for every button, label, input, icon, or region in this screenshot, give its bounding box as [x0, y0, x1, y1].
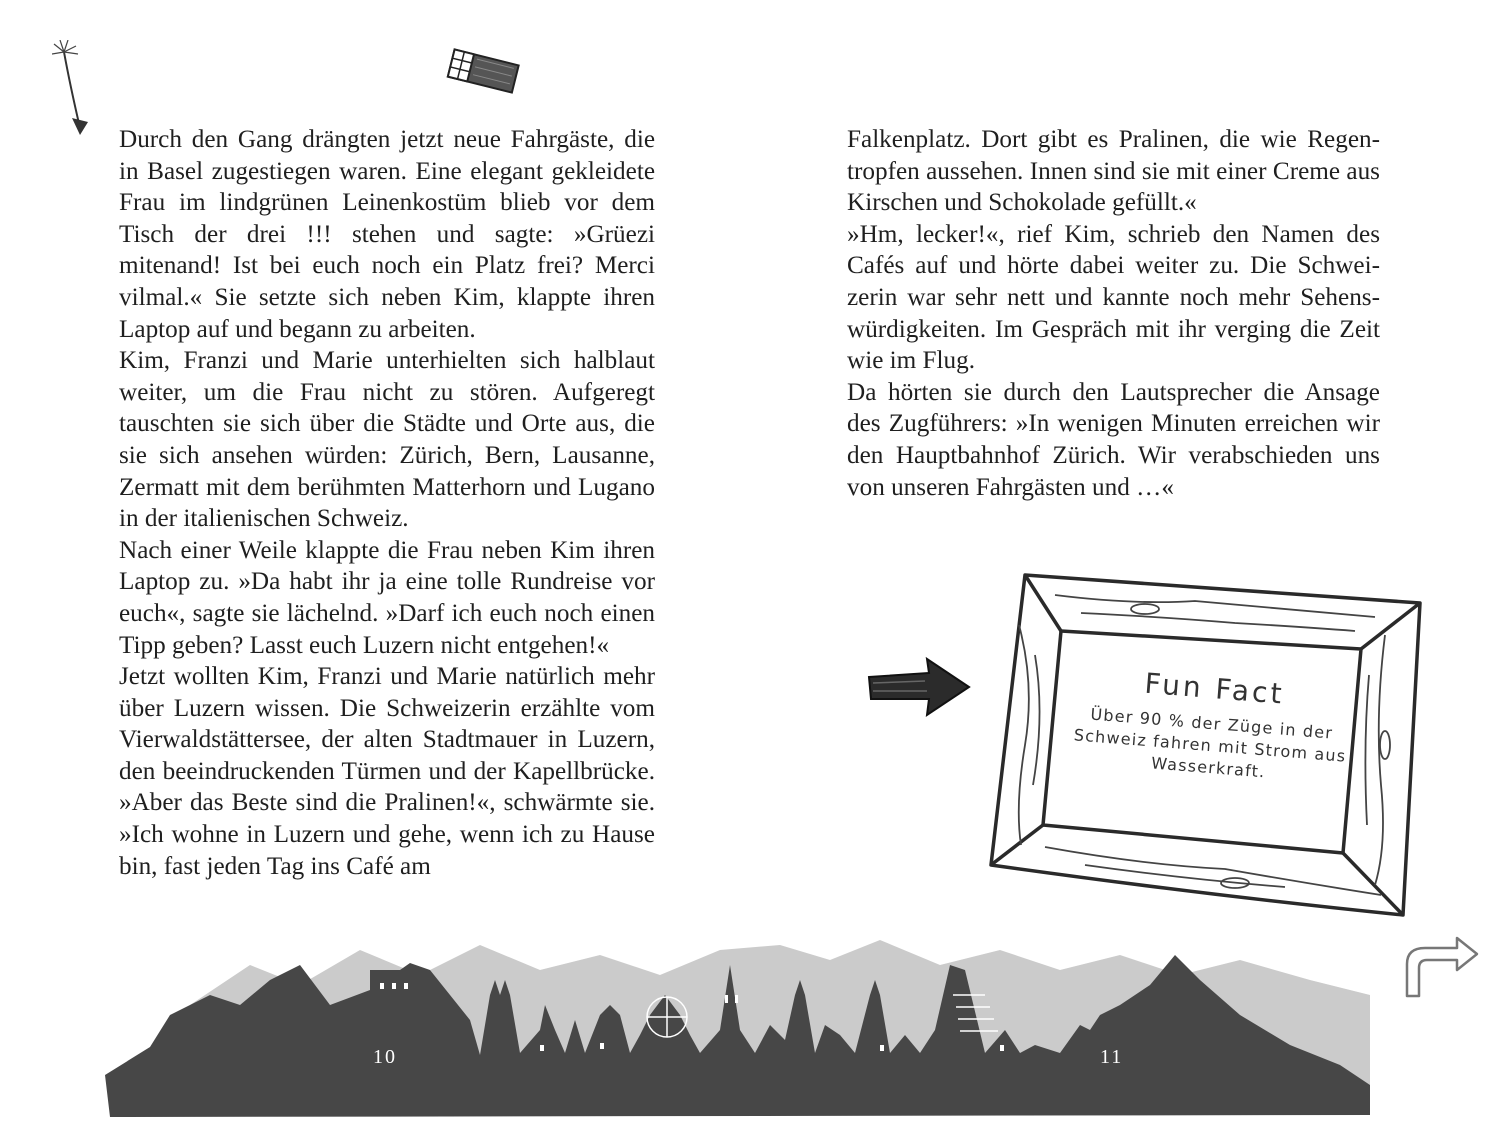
- page-number-left: 10: [373, 1046, 397, 1068]
- paragraph: Durch den Gang drängten jetzt neue Fahrgäste, die in Basel zugestiegen waren. Eine elegant gekleidete Frau im lindgrünen Leinenkostüm blieb vor dem Tisch der drei !!! stehen und sagte: »Grüezi mitenand! Ist bei euch noch ein Platz frei? Merci vilmal.« Sie setzte sich neben Kim, klappte ihren Laptop auf und begann zu arbeiten.: [119, 126, 655, 343]
- right-page-text: [847, 124, 1380, 503]
- paragraph: Kim, Franzi und Marie unterhielten sich halblaut weiter, um die Frau nicht zu stören. Aufgeregt tauschten sie sich über die Städte und Orte aus, die sie sich ansehen würden: Zürich, Bern, Lausanne, Zermatt mit dem berühmten Matterhorn und Lugano in der italienischen Schweiz.: [119, 347, 655, 533]
- paragraph: Jetzt wollten Kim, Franzi und Marie natürlich mehr über Luzern wissen. Die Schweizerin erzählte vom Vierwaldstättersee, der alten Stadtmauer in Luzern, den beeindruckenden Türmen und der Kapellbrücke. »Aber das Beste sind die Pralinen!«, schwärmte sie. »Ich wohne in Luzern und gehe, wenn ich zu Hause bin, fast jeden Tag ins Café am: [119, 663, 655, 880]
- city-skyline-illustration: [0, 935, 1500, 1140]
- paragraph: Falkenplatz. Dort gibt es Pralinen, die wie Regentropfen aussehen. Innen sind sie mit einer Creme aus Kirschen und Schokolade gefüllt.«: [847, 126, 1380, 217]
- chocolate-bar-icon: [444, 45, 522, 99]
- arrow-right-icon: [865, 655, 973, 719]
- paragraph: »Hm, lecker!«, rief Kim, schrieb den Namen des Cafés auf und hörte dabei weiter zu. Die Schweizerin war sehr nett und kannte noch mehr Sehenswürdigkeiten. Im Gespräch mit ihr verging die Zeit wie im Flug.: [847, 220, 1380, 375]
- dandelion-seed-icon: [52, 40, 102, 140]
- fun-fact-box: [1055, 660, 1366, 833]
- paragraph: Nach einer Weile klappte die Frau neben Kim ihren Laptop zu. »Da habt ihr ja eine tolle Rundreise vor euch«, sagte sie lächelnd. »Darf ich euch noch einen Tipp geben? Lasst euch Luzern nicht entgehen!«: [119, 536, 655, 659]
- fun-fact-text: Über 90 % der Züge in der Schweiz fahren mit Strom aus Wasserkraft.: [1073, 704, 1348, 782]
- page-number-right: 11: [1100, 1046, 1124, 1068]
- fun-fact-title: Fun Fact: [1143, 666, 1286, 711]
- left-page-text: [119, 124, 655, 882]
- paragraph: Da hörten sie durch den Lautsprecher die Ansage des Zugführers: »In wenigen Minuten erreichen wir den Hauptbahnhof Zürich. Wir verabschieden uns von unseren Fahrgästen und …«: [847, 378, 1380, 501]
